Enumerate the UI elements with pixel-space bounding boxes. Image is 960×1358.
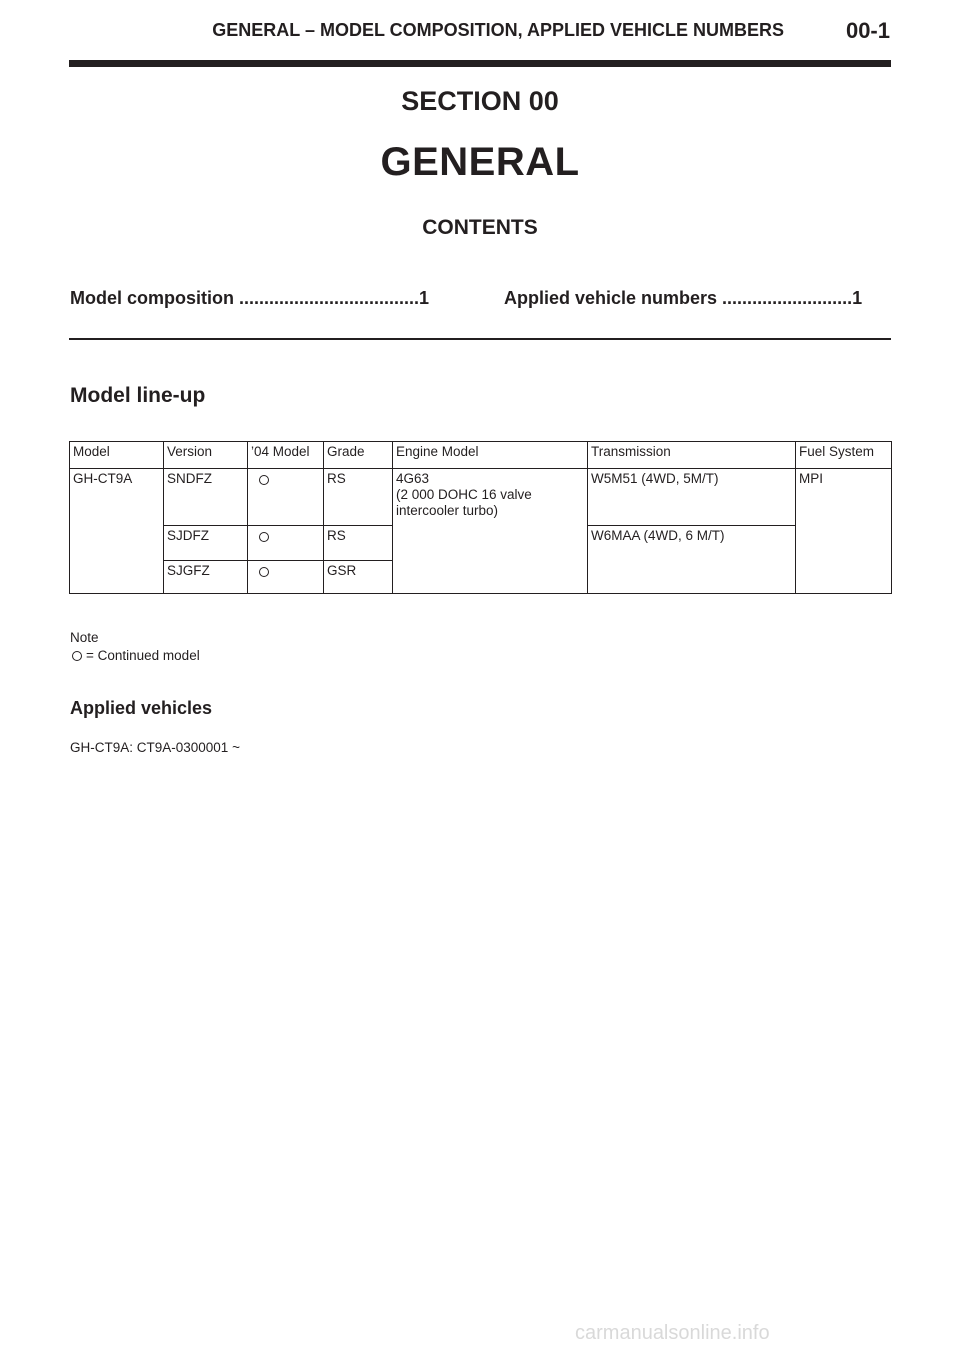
- engine-line: 4G63: [396, 471, 430, 486]
- note-label: Note: [70, 630, 99, 645]
- cell-fuel-system: MPI: [796, 469, 892, 594]
- column-header-transmission: Transmission: [588, 442, 796, 469]
- cell-model: GH-CT9A: [70, 469, 164, 594]
- column-header-grade: Grade: [324, 442, 393, 469]
- running-title: GENERAL – MODEL COMPOSITION, APPLIED VEHICLE NUMBERS: [212, 20, 784, 40]
- circle-icon: [259, 567, 269, 577]
- table-row: [70, 469, 892, 526]
- applied-vehicles-text: GH-CT9A: CT9A-0300001 ~: [70, 740, 240, 755]
- cell-04-model: [248, 526, 324, 561]
- column-header-version: Version: [164, 442, 248, 469]
- cell-version: SNDFZ: [164, 469, 248, 526]
- column-header-04-model: ’04 Model: [248, 442, 324, 469]
- model-lineup-table: [69, 441, 892, 594]
- note-text-label: = Continued model: [86, 648, 200, 663]
- cell-version: SJGFZ: [164, 561, 248, 594]
- engine-line: (2 000 DOHC 16 valve: [396, 487, 532, 502]
- applied-vehicles-heading: Applied vehicles: [70, 698, 213, 718]
- cell-transmission: W5M51 (4WD, 5M/T): [588, 469, 796, 526]
- watermark: carmanualsonline.info: [575, 1322, 770, 1344]
- column-header-model: Model: [70, 442, 164, 469]
- cell-engine-model: [393, 469, 588, 594]
- contents-divider: [69, 338, 891, 340]
- header-rule: [69, 60, 891, 67]
- toc-entry-model-composition[interactable]: Model composition ....................................1: [70, 288, 430, 308]
- column-header-fuel-system: Fuel System: [796, 442, 892, 469]
- cell-04-model: [248, 561, 324, 594]
- circle-icon: [259, 475, 269, 485]
- cell-version: SJDFZ: [164, 526, 248, 561]
- model-lineup-heading: Model line-up: [70, 384, 206, 407]
- section-label: SECTION 00: [401, 86, 559, 116]
- cell-grade: RS: [324, 526, 393, 561]
- cell-grade: GSR: [324, 561, 393, 594]
- page-title: GENERAL: [380, 140, 580, 184]
- note-text: [70, 648, 200, 663]
- circle-icon: [72, 651, 82, 661]
- page-number: 00-1: [845, 18, 890, 43]
- cell-transmission: W6MAA (4WD, 6 M/T): [588, 526, 796, 594]
- contents-heading: CONTENTS: [422, 216, 538, 239]
- column-header-engine-model: Engine Model: [393, 442, 588, 469]
- toc-entry-applied-vehicle-numbers[interactable]: Applied vehicle numbers ..........................1: [504, 288, 863, 308]
- cell-04-model: [248, 469, 324, 526]
- cell-grade: RS: [324, 469, 393, 526]
- engine-line: intercooler turbo): [396, 503, 499, 518]
- table-header-row: [70, 442, 892, 469]
- circle-icon: [259, 532, 269, 542]
